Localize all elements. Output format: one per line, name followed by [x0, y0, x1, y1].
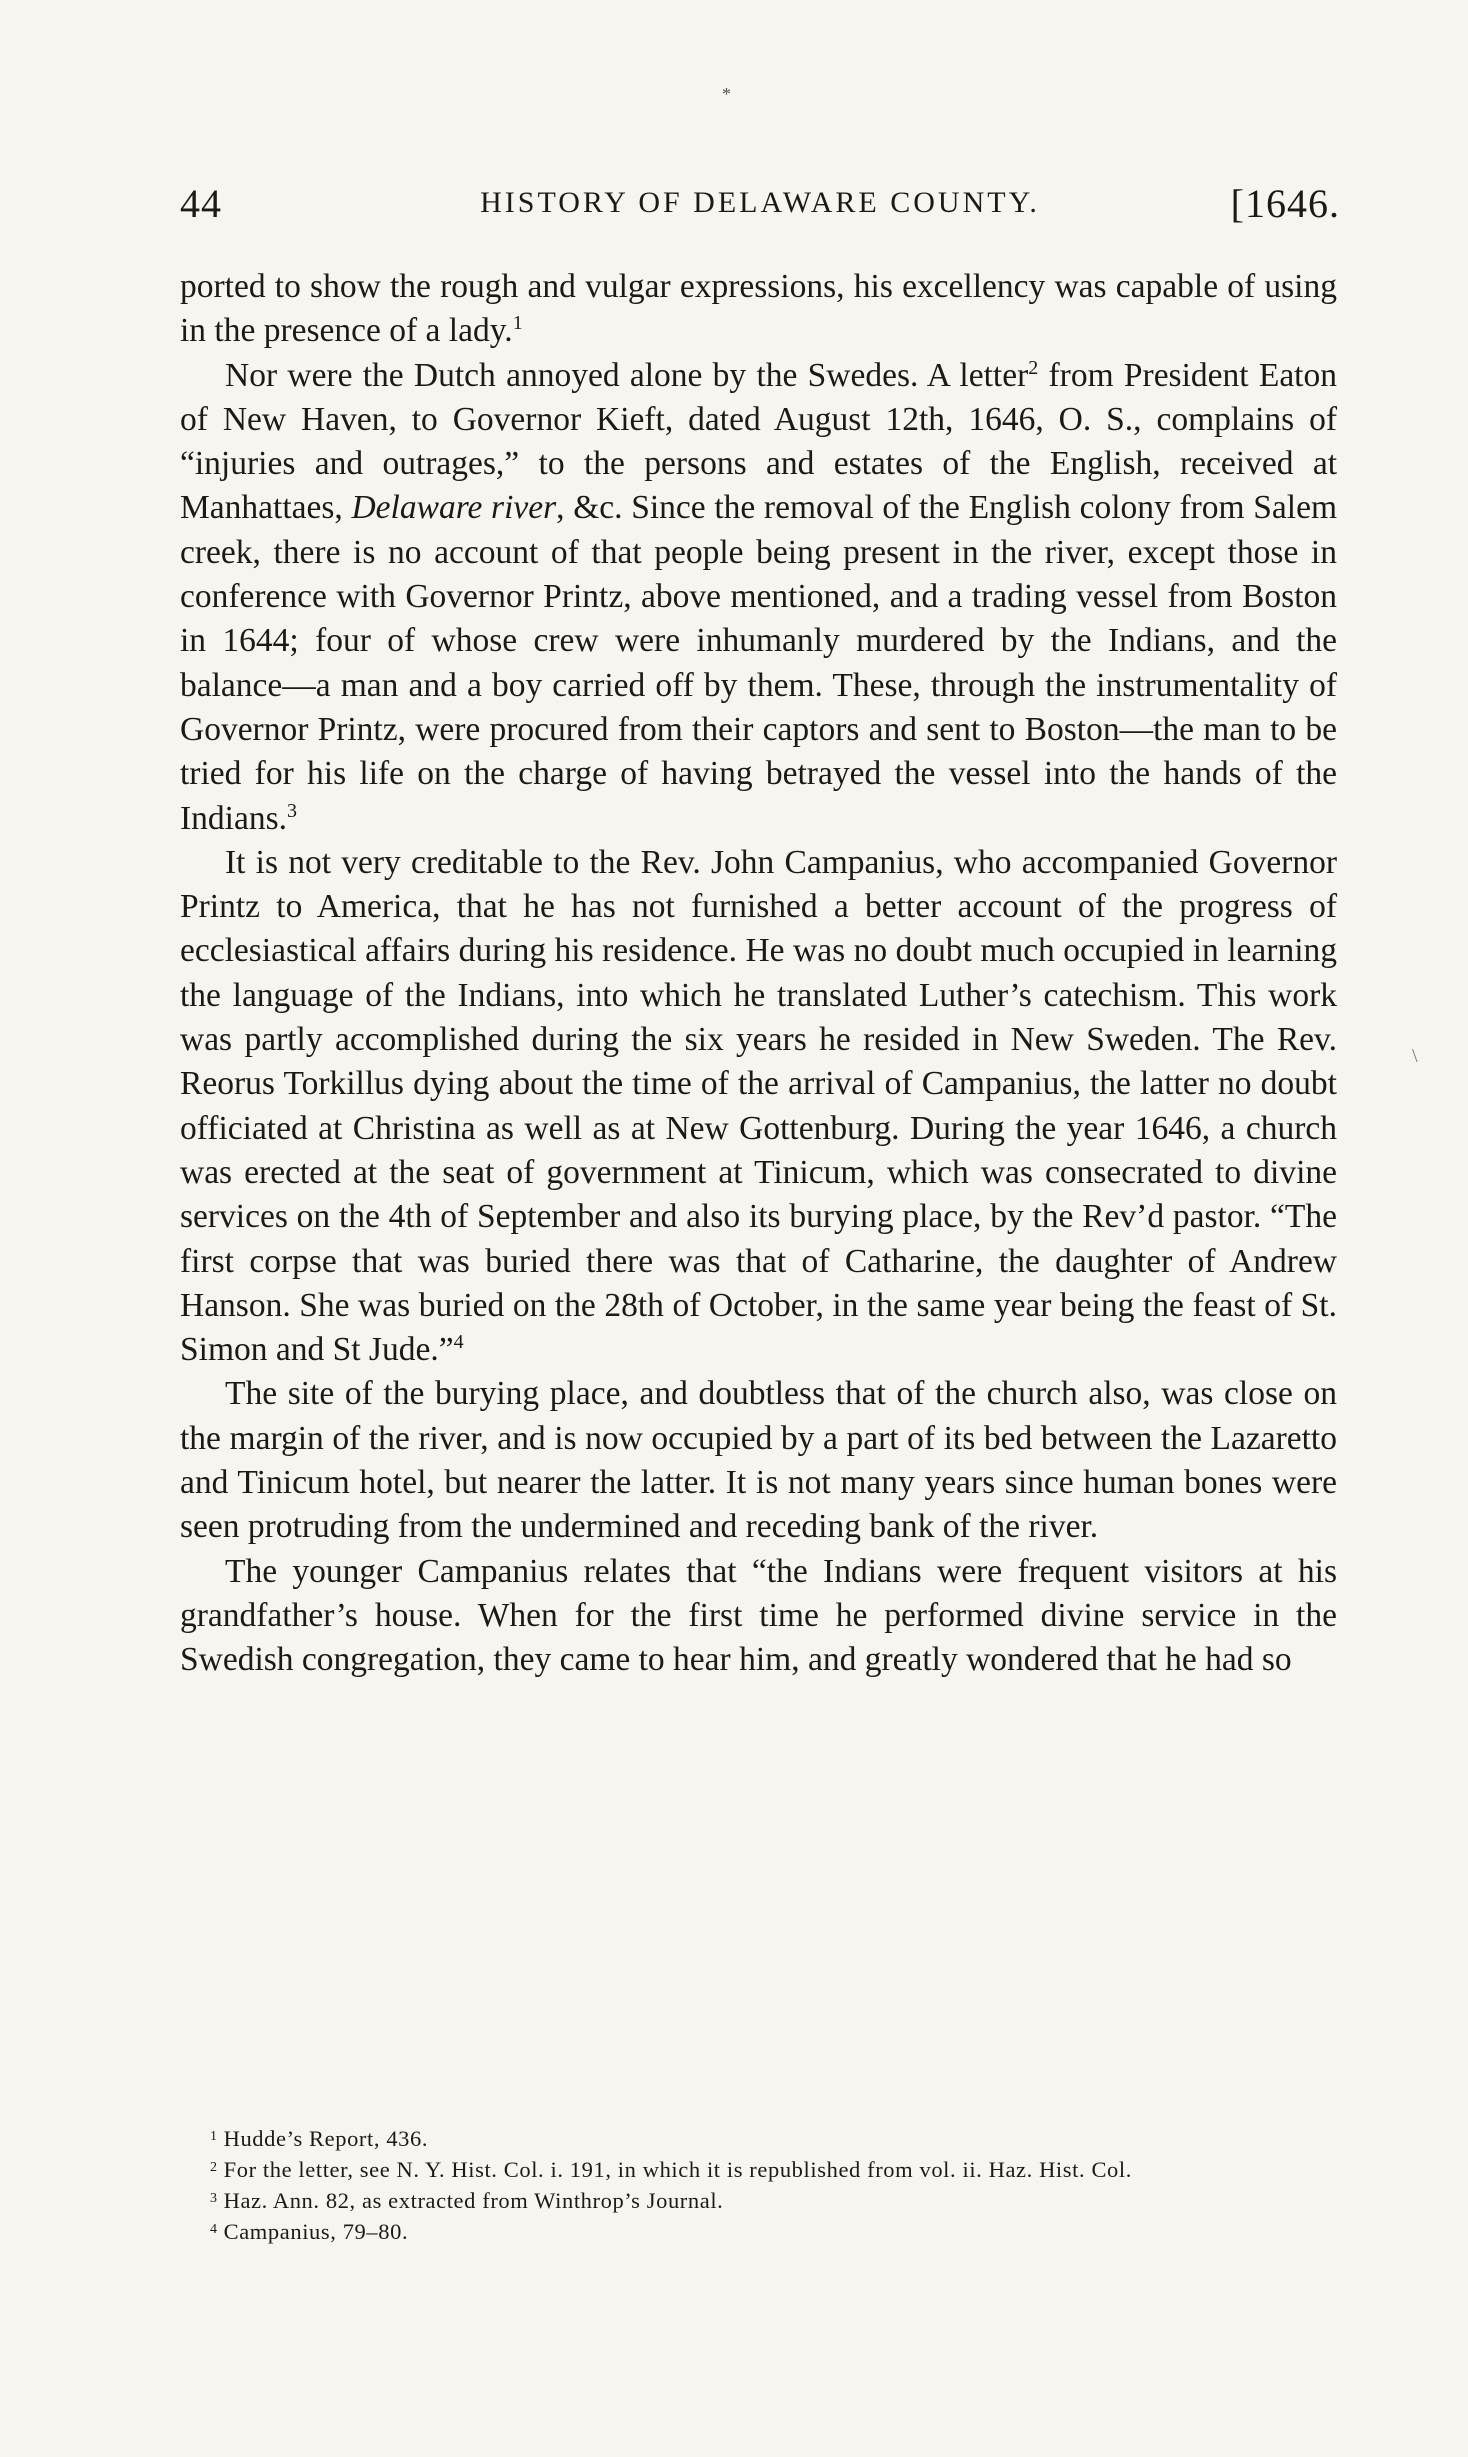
- page-number: 44: [180, 181, 222, 226]
- footnote-ref: 3: [287, 799, 297, 822]
- italic-text: Delaware river: [351, 489, 557, 527]
- footnote-4: [180, 2215, 1337, 2246]
- running-title: HISTORY OF DELAWARE COUNTY.: [480, 186, 1040, 219]
- paragraph-1: [180, 265, 1337, 354]
- paragraph-4: [180, 1372, 1337, 1549]
- footnote-text: Haz. Ann. 82, as extracted from Winthrop’s Journal.: [223, 2188, 724, 2213]
- body-text: [180, 265, 1337, 1683]
- paragraph-text: from President Eaton of New Haven, to Governor Kieft, dated August 12th, 1646, O. S., complains of “injuries and outrages,” to the persons and estates of the English, received at Manhattaes,: [180, 356, 1337, 527]
- paragraph-text: The younger Campanius relates that “the Indians were frequent visitors at his grandfather’s house. When for the first time he performed divine service in the Swedish congregation, they came to hear him, and greatly wondered that he had so: [180, 1552, 1337, 1679]
- paragraph-3: [180, 841, 1337, 1373]
- footnote-1: [180, 2122, 1337, 2153]
- footnote-2: [180, 2153, 1337, 2184]
- ink-mark: *: [722, 84, 731, 104]
- paragraph-text: The site of the burying place, and doubtless that of the church also, was close on the margin of the river, and is now occupied by a part of its bed between the Lazaretto and Tinicum hotel, but nearer the latter. It is not many years since human bones were seen protruding from the undermined and receding bank of the river.: [180, 1375, 1337, 1546]
- paragraph-text: It is not very creditable to the Rev. John Campanius, who accompanied Governor Printz to America, that he has not furnished a better account of the progress of ecclesiastical affairs during his residence. He was no doubt much occupied in learning the language of the Indians, into which he translated Luther’s catechism. This work was partly accomplished during the six years he resided in New Sweden. The Rev. Reorus Torkillus dying about the time of the arrival of Campanius, the latter no doubt officiated at Christina as well as at New Gottenburg. During the year 1646, a church was erected at the seat of government at Tinicum, which was consecrated to divine services on the 4th of September and also its burying place, by the Rev’d pastor. “The first corpse that was buried there was that of Catharine, the daughter of Andrew Hanson. She was buried on the 28th of October, in the same year being the feast of St. Simon and St Jude.”: [180, 843, 1337, 1369]
- footnotes: [180, 2122, 1337, 2246]
- footnote-number: 1: [210, 2129, 218, 2144]
- header-year: [1646.: [1230, 181, 1340, 226]
- margin-mark: \: [1412, 1045, 1418, 1067]
- footnote-ref: 4: [453, 1330, 464, 1353]
- footnote-3: [180, 2184, 1337, 2215]
- footnote-ref: 2: [1028, 356, 1039, 379]
- footnote-text: Hudde’s Report, 436.: [223, 2126, 429, 2151]
- footnote-ref: 1: [512, 312, 523, 335]
- footnote-text: Campanius, 79–80.: [223, 2219, 409, 2244]
- paragraph-text: Nor were the Dutch annoyed alone by the Swedes. A letter: [225, 356, 1029, 394]
- footnote-number: 3: [210, 2191, 218, 2206]
- paragraph-2: [180, 354, 1337, 841]
- page-header: [180, 180, 1340, 236]
- footnote-number: 2: [210, 2160, 218, 2175]
- paragraph-5: [180, 1550, 1337, 1683]
- footnote-text: For the letter, see N. Y. Hist. Col. i. 191, in which it is republished from vol. ii. Haz. Hist. Col.: [223, 2157, 1132, 2182]
- paragraph-text: , &c. Since the removal of the English colony from Salem creek, there is no account of that people being present in the river, except those in conference with Governor Printz, above mentioned, and a trading vessel from Boston in 1644; four of whose crew were inhumanly murdered by the Indians, and the balance—a man and a boy carried off by them. These, through the instrumentality of Governor Printz, were procured from their captors and sent to Boston—the man to be tried for his life on the charge of having betrayed the vessel into the hands of the Indians.: [180, 489, 1338, 837]
- paragraph-text: ported to show the rough and vulgar expressions, his excellency was capable of using in the presence of a lady.: [180, 268, 1337, 350]
- footnote-number: 4: [210, 2222, 218, 2237]
